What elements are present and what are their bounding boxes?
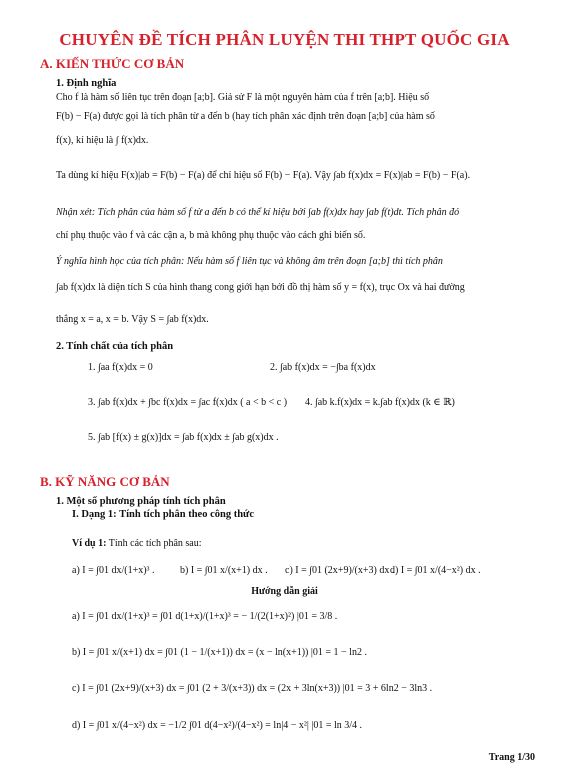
property-3: 3. ∫ab f(x)dx + ∫bc f(x)dx = ∫ac f(x)dx ( a < b < c ): [88, 397, 288, 408]
definition-line-4: Ta dùng kí hiệu F(x)|ab = F(b) − F(a) để chỉ hiệu số F(b) − F(a). Vậy ∫ab f(x)dx = F(x)|ab = F(b) − F(a).: [56, 170, 471, 181]
methods-heading: 1. Một số phương pháp tính tích phân: [56, 496, 226, 507]
document-title: CHUYÊN ĐỀ TÍCH PHÂN LUYỆN THI THPT QUỐC GIA: [59, 30, 510, 49]
page-number: Trang 1/30: [488, 752, 535, 763]
definition-heading: 1. Định nghĩa: [56, 78, 117, 89]
example-a: a) I = ∫01 dx/(1+x)³ .: [72, 565, 155, 576]
example-c: c) I = ∫01 (2x+9)/(x+3) dx .: [285, 565, 395, 576]
geometric-meaning-line-2: ∫ab f(x)dx là diện tích S của hình thang cong giới hạn bởi đồ thị hàm số y = f(x), trục Ox và hai đường: [56, 282, 465, 293]
example-text: Tính các tích phân sau:: [106, 538, 202, 549]
solution-c: c) I = ∫01 (2x+9)/(x+3) dx = ∫01 (2 + 3/(x+3)) dx = (2x + 3ln(x+3)) |01 = 3 + 6ln2 − 3ln3 .: [72, 683, 433, 694]
section-b-heading: B. KỸ NĂNG CƠ BẢN: [40, 474, 170, 489]
solution-a: a) I = ∫01 dx/(1+x)³ = ∫01 d(1+x)/(1+x)³ = − 1/(2(1+x)²) |01 = 3/8 .: [72, 611, 338, 622]
properties-heading: 2. Tính chất của tích phân: [56, 341, 174, 352]
example-label: Ví dụ 1:: [72, 538, 107, 549]
remark-line-2: chỉ phụ thuộc vào f và các cận a, b mà không phụ thuộc vào cách ghi biến số.: [56, 230, 366, 241]
example-d: d) I = ∫01 x/(4−x²) dx .: [390, 565, 481, 576]
geometric-meaning-line-3: thẳng x = a, x = b. Vậy S = ∫ab f(x)dx.: [56, 314, 209, 325]
property-1: 1. ∫aa f(x)dx = 0: [88, 362, 153, 373]
form-1-heading: I. Dạng 1: Tính tích phân theo công thức: [72, 509, 255, 520]
definition-line-2: F(b) − F(a) được gọi là tích phân từ a đến b (hay tích phân xác định trên đoạn [a;b] của hàm số: [56, 111, 435, 122]
solution-b: b) I = ∫01 x/(x+1) dx = ∫01 (1 − 1/(x+1)) dx = (x − ln(x+1)) |01 = 1 − ln2 .: [72, 647, 367, 658]
example-b: b) I = ∫01 x/(x+1) dx .: [180, 565, 268, 576]
property-2: 2. ∫ab f(x)dx = −∫ba f(x)dx: [270, 362, 376, 373]
geometric-meaning-line-1: Ý nghĩa hình học của tích phân: Nếu hàm số f liên tục và không âm trên đoạn [a;b] thì tích phân: [56, 256, 443, 267]
example-1-intro: [72, 538, 202, 550]
property-4: 4. ∫ab k.f(x)dx = k.∫ab f(x)dx (k ∈ ℝ): [305, 397, 455, 408]
property-5: 5. ∫ab [f(x) ± g(x)]dx = ∫ab f(x)dx ± ∫ab g(x)dx .: [88, 432, 279, 443]
definition-line-3: f(x), kí hiệu là ∫ f(x)dx.: [56, 135, 149, 146]
solution-heading: Hướng dẫn giải: [251, 586, 318, 597]
solution-d: d) I = ∫01 x/(4−x²) dx = −1/2 ∫01 d(4−x²)/(4−x²) = ln|4 − x²| |01 = ln 3/4 .: [72, 720, 363, 731]
remark-line-1: Nhận xét: Tích phân của hàm số f từ a đến b có thể kí hiệu bởi ∫ab f(x)dx hay ∫ab f(t)dt. Tích phân đó: [56, 207, 460, 218]
section-a-heading: A. KIẾN THỨC CƠ BẢN: [40, 56, 185, 71]
definition-line-1: Cho f là hàm số liên tục trên đoạn [a;b]. Giả sử F là một nguyên hàm của f trên [a;b]. Hiệu số: [56, 92, 430, 103]
